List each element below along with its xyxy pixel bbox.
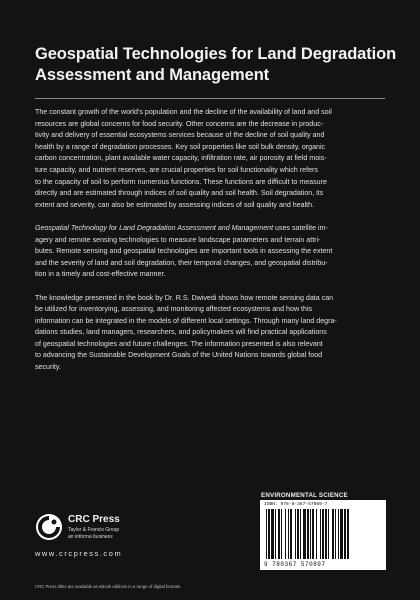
barcode-icon	[264, 509, 382, 561]
text-line: to advancing the Sustainable Development Goals of the United Nations towards global food	[35, 351, 323, 360]
text-line: information can be integrated in the models of different local settings. Through many land degra-	[35, 316, 337, 325]
text-line: tivity and delivery of essential ecosystems services because of the decline of soil quality and	[35, 131, 325, 140]
book-title	[35, 44, 397, 86]
text-line: and the severity of land and soil degradation, their temporal changes, and geospatial distribu-	[35, 258, 328, 267]
title-divider	[35, 98, 385, 99]
text-line: health by a range of degradation processes. Key soil properties like soil bulk density, organic	[35, 142, 326, 151]
text-line	[35, 223, 387, 235]
italic-book-title: Geospatial Technology for Land Degradation Assessment and Management	[35, 223, 274, 232]
publisher-group: Taylor & Francis Group	[68, 527, 120, 533]
text-line: dations studies, land managers, researchers, and policymakers will find practical applications	[35, 328, 327, 337]
text-line: directly and are estimated through indices of soil quality and soil health. Soil degradation, its	[35, 189, 324, 198]
text-line: The knowledge presented in the book by Dr. R.S. Dwivedi shows how remote sensing data can	[35, 293, 334, 302]
text-line: agery and remote sensing technologies to measure landscape parameters and terrain attri-	[35, 235, 321, 244]
text-line: carbon concentration, plant available water capacity, infiltration rate, air porosity at field mois-	[35, 154, 327, 163]
blurb	[35, 107, 387, 385]
blurb-paragraph-1	[35, 107, 387, 211]
text-line: ture capacity, and nutrient reserves, are crucial properties for soil functionality which refers	[35, 165, 318, 174]
text-line: be utilized for inventorying, assessing, and monitoring affected ecosystems and how this	[35, 305, 313, 314]
ebook-footnote: CRC Press titles are available as eBook editions in a range of digital formats	[35, 584, 181, 589]
publisher-tagline: an informa business	[68, 534, 113, 540]
publisher-name: CRC Press	[68, 514, 120, 525]
text-line: of geospatial technologies and future challenges. The information presented is also relevant	[35, 339, 323, 348]
subject-category: ENVIRONMENTAL SCIENCE	[261, 492, 348, 499]
blurb-paragraph-2	[35, 223, 387, 281]
book-title-line-2: Assessment and Management	[35, 66, 270, 84]
blurb-paragraph-3	[35, 293, 387, 374]
text-line: The constant growth of the world’s population and the decline of the availability of land and soil	[35, 108, 332, 116]
book-title-line-1: Geospatial Technologies for Land Degradation	[35, 45, 397, 63]
text-line: security.	[35, 363, 61, 372]
publisher-website: www.crcpress.com	[35, 549, 123, 558]
text-line: butes. Remote sensing and geospatial technologies are important tools in assessing the extent	[35, 247, 333, 256]
crc-press-logo-icon	[35, 513, 63, 541]
text-segment: uses satellite im-	[275, 223, 328, 232]
text-line: resources are global concerns for food security. Other concerns are the decrease in produc-	[35, 119, 324, 128]
barcode-digits: 9 780367 570897	[264, 561, 326, 568]
isbn-label: ISBN: 978-0-367-57089-7	[264, 502, 328, 507]
text-line: extent and severity, can also be estimated by assessing indices of soil quality and health.	[35, 200, 315, 209]
text-line: to the capacity of soil to perform numerous functions. These functions are difficult to measure	[35, 177, 327, 186]
text-line: tion in a timely and cost-effective manner.	[35, 270, 166, 279]
